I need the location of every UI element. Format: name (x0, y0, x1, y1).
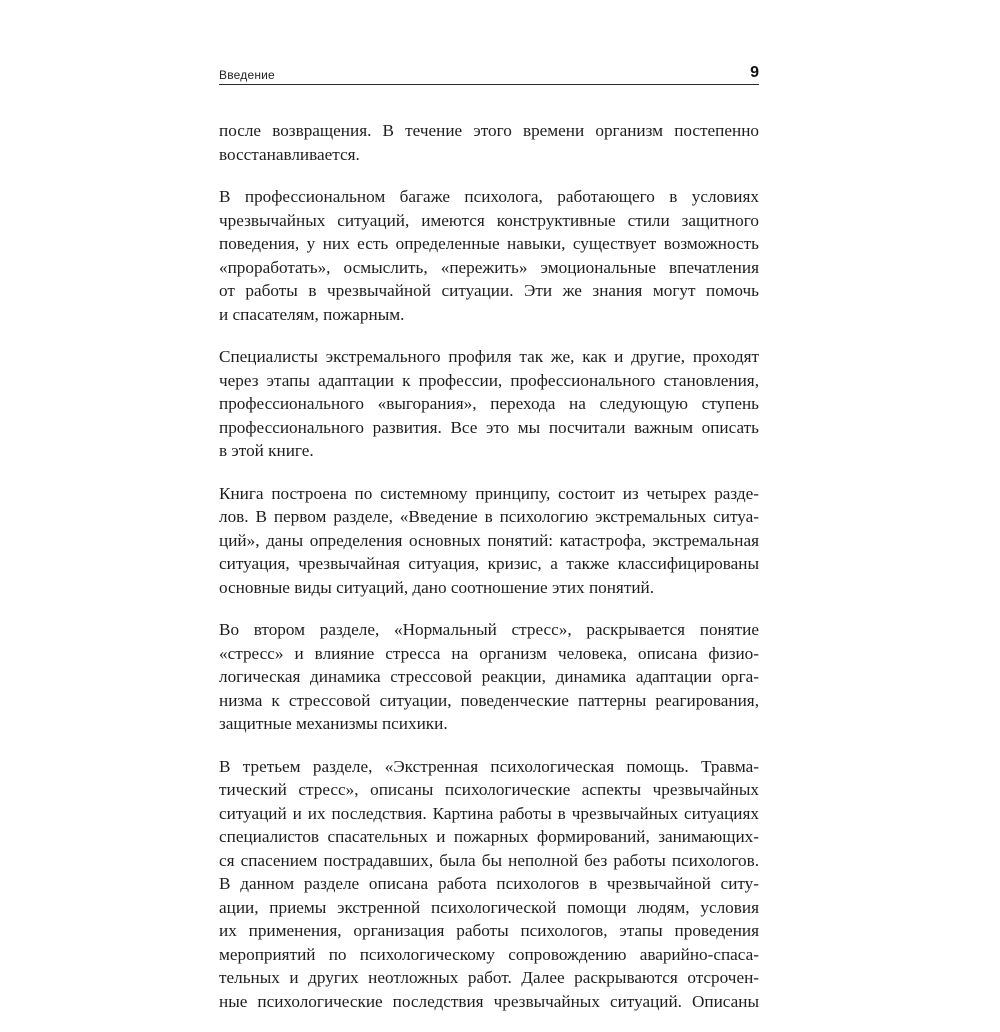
text-line: и спасателям, пожарным. (219, 304, 405, 324)
text-line: ситуаций и их последствия. Картина работы в чрезвычайных ситуациях (219, 803, 759, 823)
text-line: логическая динамика стрессовой реакции, динамика адаптации орга- (219, 667, 759, 686)
text-line: специалистов спасательных и пожарных формирований, занимающих- (219, 827, 759, 846)
text-line: от работы в чрезвычайной ситуации. Эти же знания могут помочь (219, 281, 759, 300)
text-line: лов. В первом разделе, «Введение в психологию экстремальных ситуа- (219, 507, 759, 526)
text-line: их применения, организация работы психологов, этапы проведения (219, 921, 759, 940)
text-line: В данном разделе описана работа психологов в чрезвычайной ситу- (219, 874, 759, 893)
text-line: основные виды ситуаций, дано соотношение этих понятий. (219, 577, 655, 597)
paragraph (219, 618, 759, 736)
paragraph (219, 755, 759, 1014)
text-line: ации, приемы экстренной психологической помощи людям, условия (219, 897, 759, 917)
section-title: Введение (219, 68, 275, 82)
text-line: тический стресс», описаны психологические аспекты чрезвычайных (219, 780, 759, 799)
text-line: В третьем разделе, «Экстренная психологическая помощь. Травма- (219, 756, 759, 776)
text-line: низма к стрессовой ситуации, поведенческие паттерны реагирования, (219, 690, 759, 710)
page-body (219, 119, 759, 1013)
text-line: тельных и других неотложных работ. Далее раскрываются отсрочен- (219, 968, 759, 987)
text-line: «стресс» и влияние стресса на организм человека, описана физио- (219, 643, 759, 663)
text-line: Специалисты экстремального профиля так же, как и другие, проходят (219, 347, 759, 366)
text-line: через этапы адаптации к профессии, профессионального становления, (219, 370, 759, 390)
text-line: поведения, у них есть определенные навыки, существует возможность (219, 234, 759, 253)
paragraph (219, 185, 759, 326)
text-line: ся спасением пострадавших, была бы неполной без работы психологов. (219, 850, 759, 870)
text-line: в этой книге. (219, 441, 314, 460)
text-line: Во втором разделе, «Нормальный стресс», раскрывается понятие (219, 620, 759, 639)
book-page (219, 60, 759, 1032)
text-line: профессионального развития. Все это мы посчитали важным описать (219, 417, 759, 437)
text-line: Книга построена по системному принципу, состоит из четырех разде- (219, 483, 759, 503)
text-line: мероприятий по психологическому сопровождению аварийно-спаса- (219, 944, 759, 964)
text-line: после возвращения. В течение этого времени организм постепенно (219, 121, 759, 140)
text-line: ций», даны определения основных понятий: катастрофа, экстремальная (219, 530, 759, 550)
text-line: ситуация, чрезвычайная ситуация, кризис, а также классифицированы (219, 554, 759, 573)
text-line: В профессиональном багаже психолога, работающего в условиях (219, 187, 759, 206)
text-line: ные психологические последствия чрезвычайных ситуаций. Описаны (219, 991, 759, 1011)
text-line: восстанавливается. (219, 144, 360, 164)
text-line: чрезвычайных ситуаций, имеются конструктивные стили защитного (219, 210, 759, 230)
text-line: «проработать», осмыслить, «пережить» эмоциональные впечатления (219, 257, 759, 277)
page-number: 9 (750, 64, 759, 81)
text-line: защитные механизмы психики. (219, 714, 448, 733)
running-header (219, 60, 759, 85)
paragraph (219, 119, 759, 166)
paragraph (219, 345, 759, 463)
text-line: профессионального «выгорания», перехода на следующую ступень (219, 394, 759, 413)
paragraph (219, 482, 759, 600)
